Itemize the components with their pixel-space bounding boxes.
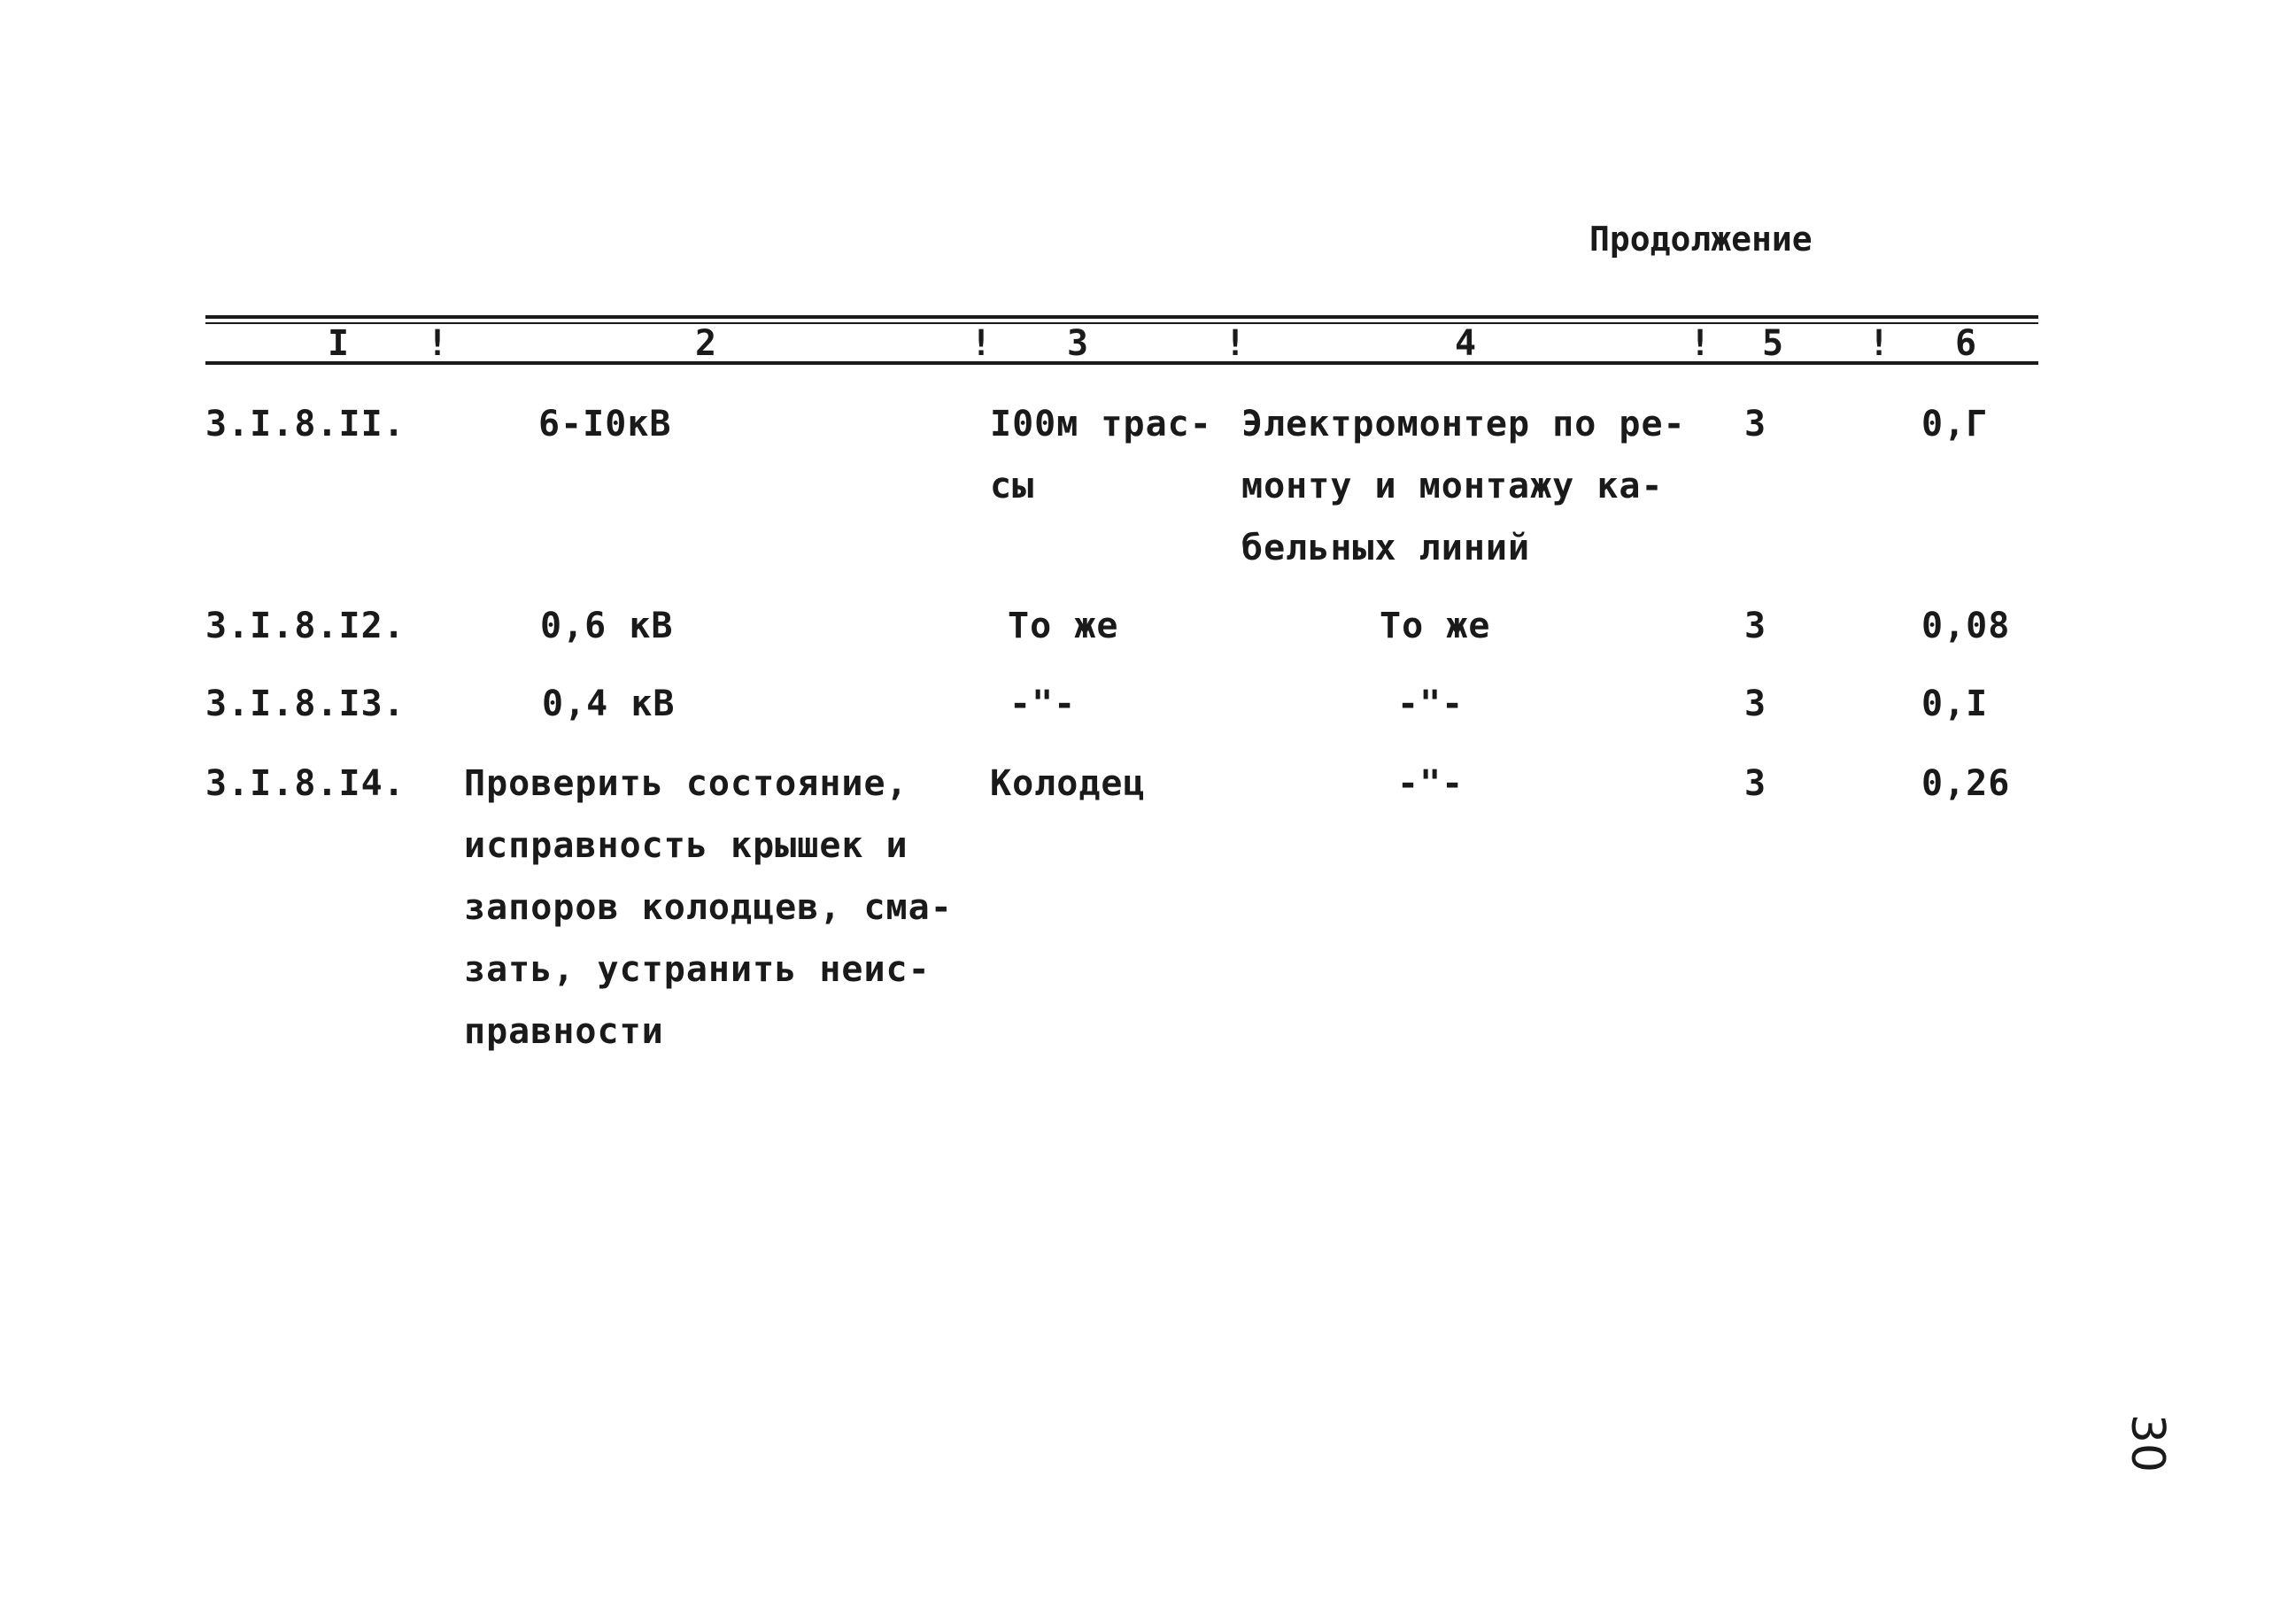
- row-unit: [990, 393, 1212, 517]
- performer-line: бельных линий: [1241, 528, 1531, 568]
- row-norm: 0,08: [1921, 606, 2011, 646]
- row-code: 3.I.8.I4.: [205, 763, 406, 804]
- column-header-2: 2: [695, 323, 717, 364]
- row-description: [464, 753, 953, 1063]
- performer-line: То же: [1380, 606, 1491, 646]
- description-line: 0,6 кВ: [540, 606, 674, 646]
- unit-line: То же: [1008, 606, 1119, 646]
- column-header-3: 3: [1067, 323, 1089, 364]
- continuation-label: Продолжение: [1589, 220, 1813, 259]
- unit-line: I00м трас-: [990, 404, 1212, 444]
- header-rule-top: [205, 315, 2038, 319]
- description-line: зать, устранить неис-: [464, 949, 931, 990]
- description-line: 0,4 кВ: [542, 684, 676, 724]
- row-norm: 0,Г: [1921, 404, 1989, 444]
- row-performer: [1397, 673, 1464, 735]
- row-unit: [1009, 673, 1076, 735]
- description-line: Проверить состояние,: [464, 763, 908, 804]
- row-grade: 3: [1744, 606, 1767, 646]
- row-code: 3.I.8.I3.: [205, 684, 406, 724]
- row-unit: [1008, 595, 1118, 657]
- row-performer: [1241, 393, 1686, 579]
- row-performer: [1397, 753, 1464, 815]
- column-header-4: 4: [1455, 323, 1477, 364]
- row-code: 3.I.8.I2.: [205, 606, 406, 646]
- description-line: правности: [464, 1011, 664, 1052]
- performer-line: -"-: [1397, 763, 1465, 804]
- row-unit: [990, 753, 1146, 815]
- row-description: [542, 673, 676, 735]
- column-separator: !: [970, 323, 993, 364]
- performer-line: -"-: [1397, 684, 1465, 724]
- description-line: запоров колодцев, сма-: [464, 887, 953, 928]
- column-separator: !: [1868, 323, 1890, 364]
- row-norm: 0,26: [1921, 763, 2011, 804]
- column-separator: !: [1225, 323, 1247, 364]
- column-header-6: 6: [1955, 323, 1977, 364]
- row-grade: 3: [1744, 684, 1767, 724]
- row-performer: [1380, 595, 1490, 657]
- row-description: [538, 393, 672, 455]
- column-separator: !: [1689, 323, 1712, 364]
- row-grade: 3: [1744, 763, 1767, 804]
- column-separator: !: [427, 323, 449, 364]
- row-norm: 0,I: [1921, 684, 1989, 724]
- column-header-5: 5: [1762, 323, 1784, 364]
- page-number: 30: [2121, 1413, 2174, 1473]
- unit-line: -"-: [1009, 684, 1077, 724]
- unit-line: сы: [990, 466, 1035, 506]
- description-line: исправность крышек и: [464, 825, 908, 866]
- performer-line: Электромонтер по ре-: [1241, 404, 1686, 444]
- unit-line: Колодец: [990, 763, 1146, 804]
- performer-line: монту и монтажу ка-: [1241, 466, 1664, 506]
- row-description: [540, 595, 674, 657]
- description-line: 6-I0кВ: [538, 404, 672, 444]
- row-code: 3.I.8.II.: [205, 404, 406, 444]
- column-header-1: I: [328, 323, 350, 364]
- row-grade: 3: [1744, 404, 1767, 444]
